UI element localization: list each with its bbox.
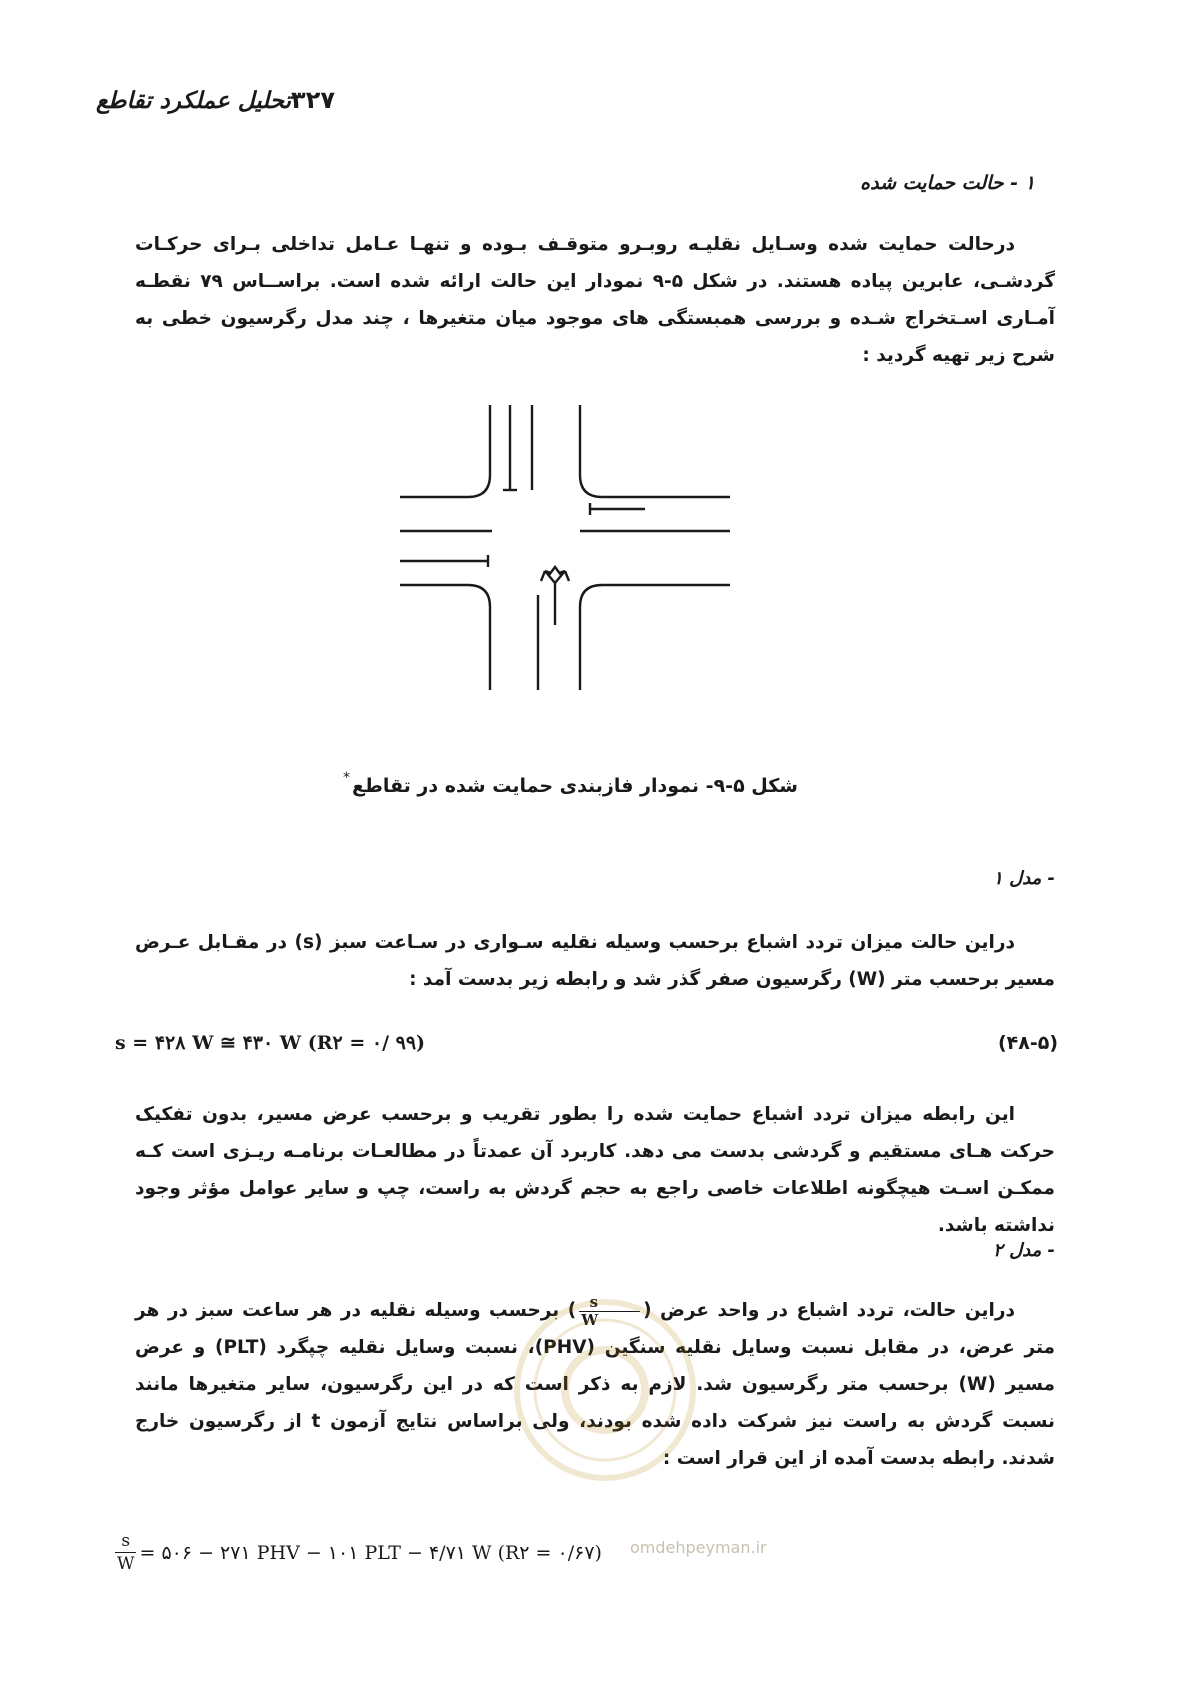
figure-caption: شکل ۵-۹- نمودار فازبندی حمایت شده در تقاطع <box>352 775 798 797</box>
model-1-heading: - مدل ۱ <box>993 868 1055 889</box>
equation-fraction-numerator: s <box>115 1530 136 1553</box>
caption-mark: * <box>343 770 350 786</box>
equation-rhs: = ۵۰۶ − ۲۷۱ PHV − ۱۰۱ PLT − ۴/۷۱ W (R۲ = ۰/۶۷) <box>139 1541 602 1564</box>
equation-48-5: s = ۴۲۸ W ≅ ۴۳۰ W (R۲ = ۰/ ۹۹) <box>115 1032 426 1054</box>
intersection-drawing <box>400 405 730 745</box>
model-2-heading: - مدل ۲ <box>993 1240 1055 1261</box>
model-1-explanation: این رابطه میزان تردد اشباع حمایت شده را بطور تقریب و برحسب عرض مسیر، بدون تفکیک حرکت هـای مستقیم و گردشی بدست می دهد. کاربرد آن عمدتاً در مطالعـات برنامـه ریـزی است کـه ممکـن اسـت هیچگونه اطلاعات خاصی راجع به حجم گردش به راست، چپ و سایر عوامل مؤثر وجود نداشته باشد. <box>135 1104 1055 1236</box>
right-turn-arrowhead <box>555 571 569 583</box>
curb-top-right <box>580 405 730 497</box>
watermark-seal-graphic <box>510 1290 700 1490</box>
fraction-denominator: W <box>581 1310 599 1329</box>
curb-bottom-right <box>580 585 730 690</box>
intersection-phase-diagram <box>400 405 730 745</box>
model-2-lead: دراین حالت، تردد اشباع در واحد عرض <box>660 1300 1015 1321</box>
watermark-seal <box>510 1290 700 1490</box>
equation-model-2 <box>112 1530 602 1575</box>
model-1-paragraph: دراین حالت میزان تردد اشباع برحسب وسیله نقلیه سـواری در سـاعت سبز (s) در مقـابل عـرض مسیر برحسب متر (W) رگرسیون صفر گذر شد و رابطه زیر بدست آمد : <box>135 932 1055 990</box>
equation-fraction-denominator: W <box>117 1554 135 1574</box>
section-heading: ۱ - حالت حمایت شده <box>860 172 1035 194</box>
page-number: ۳۲۷ <box>291 86 335 114</box>
curb-bottom-left <box>400 585 490 690</box>
equation-number: (۴۸-۵) <box>997 1032 1058 1054</box>
running-title: تحلیل عملکرد تقاطع <box>95 86 292 114</box>
watermark-text: omdehpeyman.ir <box>630 1538 767 1557</box>
curb-top-left <box>400 405 490 497</box>
model-2-rest: برحسب وسیله نقلیه در هر ساعت سبز در هر متر عرض، در مقابل نسبت وسایل نقلیه سنگین (PHV)، نسبت وسایل نقلیه چپگرد (PLT) و عرض مسیر (W) برحسب متر رگرسیون شد. لازم به ذکر است که در این رگرسیون، سایر متغیرها مانند نسبت گردش به راست نیز شرکت داده شده بودند، ولی براساس نتایج آزمون t از رگرسیون خارج شدند. رابطه بدست آمده از این قرار است : <box>135 1300 1055 1469</box>
straight-arrowhead <box>549 567 561 575</box>
equation-fraction <box>115 1530 136 1575</box>
page-header <box>95 80 375 120</box>
left-turn-arrowhead <box>541 571 555 583</box>
fraction-numerator: s <box>579 1294 640 1312</box>
intro-paragraph: درحالت حمایت شده وسـایل نقلیـه روبـرو متوقـف بـوده و تنهـا عـامل تداخلی بـرای حرکـات گردشـی، عابرین پیاده هستند. در شکل ۵-۹ نمودار این حالت ارائه شده است. براســاس ۷۹ نقطـه آمـاری اسـتخراج شـده و بررسی همبستگی های موجود میان متغیرها ، چند مدل رگرسیون خطی به شرح زیر تهیه گردید : <box>135 234 1055 366</box>
model-2-paragraph: دراین حالت، تردد اشباع در واحد عرض ( $\frac{s}{W}$ ) برحسب وسیله نقلیه در هر ساعت سبز در هر متر عرض، در مقابل نسبت وسایل نقلیه سنگین (PHV)، نسبت وسایل نقلیه چپگرد (PLT) و عرض مسیر (W) برحسب متر رگرسیون شد. لازم به ذکر است که در این رگرسیون، سایر متغیرها مانند نسبت گردش به راست نیز شرکت داده شده بودند، ولی براساس نتایج آزمون t از رگرسیون خارج شدند. رابطه بدست آمده از این قرار است : <box>135 1292 1055 1469</box>
